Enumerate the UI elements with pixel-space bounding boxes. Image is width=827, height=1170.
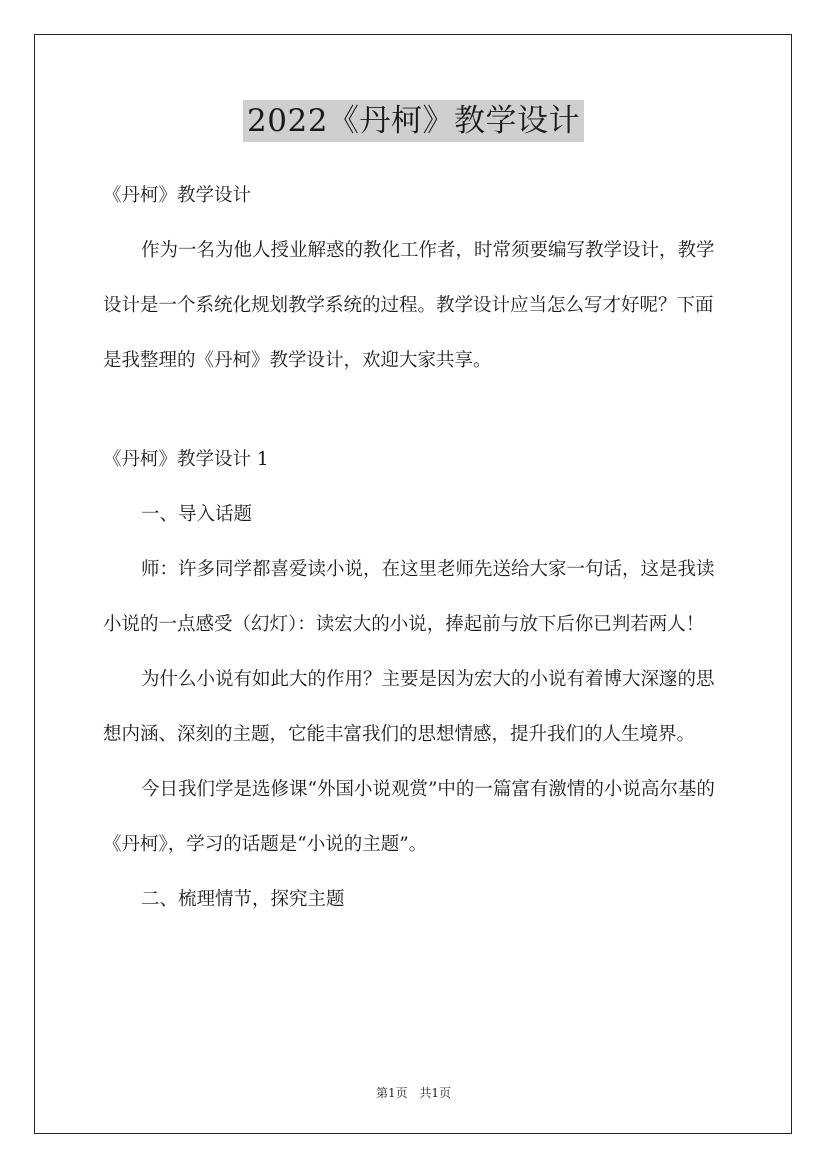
subtitle-paragraph: 《丹柯》教学设计: [103, 185, 252, 206]
page-number: 第1页: [375, 1086, 408, 1100]
heading-import-topic: 一、导入话题: [141, 504, 253, 525]
teacher-quote-paragraph: 师：许多同学都喜爱读小说，在这里老师先送给大家一句话，这是我读小说的一点感受（幻灯）：读宏大的小说，捧起前与放下后你已判若两人！: [103, 559, 715, 635]
page-footer: [0, 1084, 827, 1101]
novel-effect-paragraph: 为什么小说有如此大的作用？主要是因为宏大的小说有着博大深邃的思想内涵、深刻的主题，它能丰富我们的思想情感，提升我们的人生境界。: [103, 669, 715, 745]
document-title: 2022《丹柯》教学设计: [243, 100, 584, 142]
document-body: [103, 168, 731, 927]
total-pages: 共1页: [419, 1086, 452, 1100]
intro-paragraph: 作为一名为他人授业解惑的教化工作者，时常须要编写教学设计，教学设计是一个系统化规划教学系统的过程。教学设计应当怎么写才好呢？下面是我整理的《丹柯》教学设计，欢迎大家共享。: [103, 240, 715, 371]
heading-plot-theme: 二、梳理情节，探究主题: [141, 889, 345, 910]
lesson-intro-paragraph: 今日我们学是选修课“外国小说观赏”中的一篇富有激情的小说高尔基的《丹柯》，学习的话题是“小说的主题”。: [103, 779, 715, 855]
title-container: [0, 100, 827, 142]
section-heading-design-1: 《丹柯》教学设计 1: [103, 449, 269, 470]
